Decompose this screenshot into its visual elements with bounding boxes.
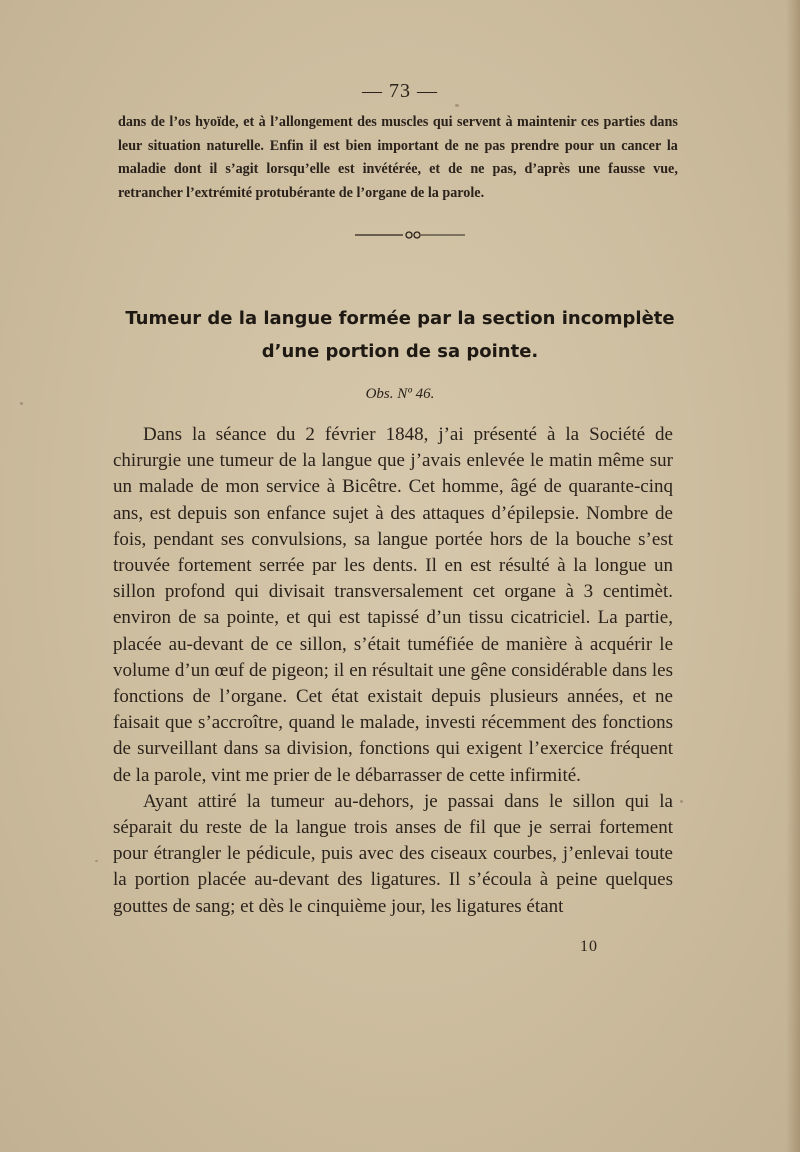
signature-mark: 10	[580, 938, 598, 955]
section-divider-ornament	[355, 229, 465, 241]
body-text	[113, 422, 673, 920]
paper-speck	[680, 800, 683, 803]
paragraph-case-description: Dans la séance du 2 février 1848, j’ai présenté à la Société de chirurgie une tumeur de la langue que j’avais enlevée le matin même sur un malade de mon service à Bicêtre. Cet homme, âgé de quarante-cinq ans, est depuis son enfance sujet à des attaques d’épilepsie. Nombre de fois, pendant ses convulsions, sa langue portée hors de la bouche s’est trouvée fortement serrée par les dents. Il en est résulté à la longue un sillon profond qui divisait transversalement cet organe à 3 centimèt. environ de sa pointe, et qui est tapissé d’un tissu cicatriciel. La partie, placée au-devant de ce sillon, s’était tuméfiée de manière à acquérir le volume d’un œuf de pigeon; il en résultait une gêne considérable dans les fonctions de l’organe. Cet état existait depuis plusieurs années, et ne faisait que s’accroître, quand le malade, investi récemment des fonctions de surveillant dans sa division, fonctions qui exigent l’exercice fréquent de la parole, vint me prier de le débarrasser de cette infirmité.	[113, 424, 673, 786]
page-edge-shadow	[786, 0, 800, 1152]
section-title-line-2: d’une portion de sa pointe.	[261, 341, 539, 362]
paper-speck	[455, 104, 459, 107]
paper-speck	[95, 860, 98, 862]
continued-paragraph: dans de l’os hyoïde, et à l’allongement des muscles qui servent à maintenir ces parties dans leur situation naturelle. Enfin il est bien important de ne pas prendre pour un cancer la maladie dont il s’agit lorsqu’elle est invétérée, et de ne pas, d’après une fausse vue, retrancher l’extrémité protubérante de l’organe de la parole.	[118, 113, 678, 201]
section-title	[0, 302, 800, 368]
observation-number: Obs. Nº 46.	[365, 386, 435, 402]
section-title-line-1: Tumeur de la langue formée par la section incomplète	[125, 308, 675, 329]
paragraph-procedure: Ayant attiré la tumeur au-dehors, je passai dans le sillon qui la séparait du reste de la langue trois anses de fil que je serrai fortement pour étrangler le pédicule, puis avec des ciseaux courbes, j’enlevai toute la portion placée au-devant des ligatures. Il s’écoula à peine quelques gouttes de sang; et dès le cinquième jour, les ligatures étant	[113, 790, 673, 917]
page-number: — 73 —	[362, 80, 438, 102]
